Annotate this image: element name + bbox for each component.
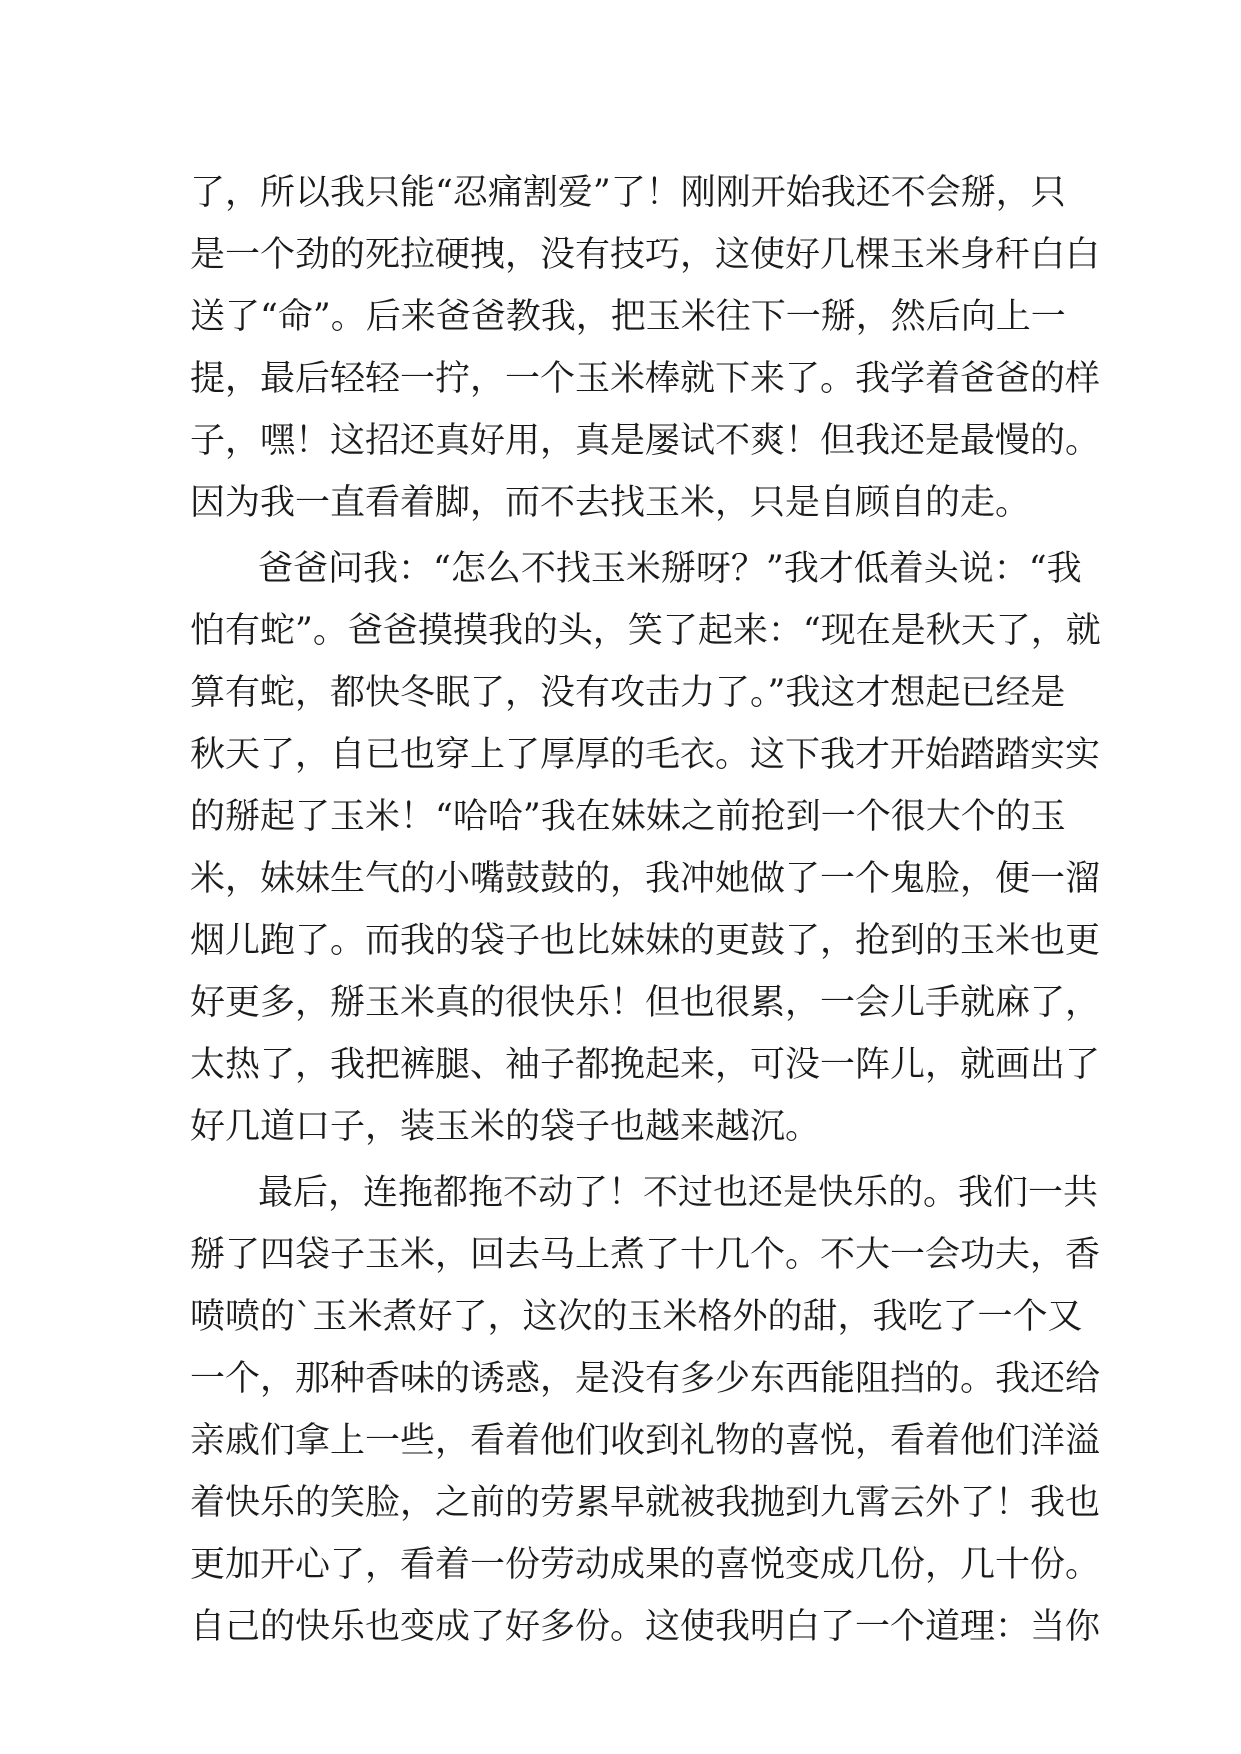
text-line: 了，所以我只能“忍痛割爱”了！刚刚开始我还不会掰，只 [190,173,1066,213]
text-line: 最后，连拖都拖不动了！不过也还是快乐的。我们一共 [258,1173,1099,1213]
text-line: 米，妹妹生气的小嘴鼓鼓的，我冲她做了一个鬼脸，便一溜 [190,859,1101,899]
text-line: 太热了，我把裤腿、袖子都挽起来，可没一阵儿，就画出了 [190,1045,1101,1085]
text-line: 喷喷的`玉米煮好了，这次的玉米格外的甜，我吃了一个又 [190,1297,1083,1337]
text-line: 掰了四袋子玉米，回去马上煮了十几个。不大一会功夫，香 [190,1235,1101,1275]
text-line: 更加开心了，看着一份劳动成果的喜悦变成几份，几十份。 [190,1545,1101,1585]
text-line: 一个，那种香味的诱惑，是没有多少东西能阻挡的。我还给 [190,1359,1101,1399]
text-line: 因为我一直看着脚，而不去找玉米，只是自顾自的走。 [190,483,1031,523]
paragraph-1 [190,162,1101,534]
text-line: 提，最后轻轻一拧，一个玉米棒就下来了。我学着爸爸的样 [190,359,1101,399]
text-line: 的掰起了玉米！“哈哈”我在妹妹之前抢到一个很大个的玉 [190,797,1066,837]
text-line: 送了“命”。后来爸爸教我，把玉米往下一掰，然后向上一 [190,297,1066,337]
text-line: 算有蛇，都快冬眠了，没有攻击力了。”我这才想起已经是 [190,673,1066,713]
text-line: 亲戚们拿上一些，看着他们收到礼物的喜悦，看着他们洋溢 [190,1421,1101,1461]
text-line: 是一个劲的死拉硬拽，没有技巧，这使好几棵玉米身秆白白 [190,235,1101,275]
paragraph-2 [190,538,1101,1158]
text-line: 秋天了，自已也穿上了厚厚的毛衣。这下我才开始踏踏实实 [190,735,1101,775]
paragraph-3 [190,1162,1101,1658]
text-line: 烟儿跑了。而我的袋子也比妹妹的更鼓了，抢到的玉米也更 [190,921,1101,961]
text-line: 着快乐的笑脸，之前的劳累早就被我抛到九霄云外了！我也 [190,1483,1101,1523]
text-line: 好更多，掰玉米真的很快乐！但也很累，一会儿手就麻了， [190,983,1101,1023]
text-line: 子，嘿！这招还真好用，真是屡试不爽！但我还是最慢的。 [190,421,1101,461]
text-line: 自己的快乐也变成了好多份。这使我明白了一个道理：当你 [190,1607,1101,1647]
document-body [190,162,1101,1658]
text-line: 好几道口子，装玉米的袋子也越来越沉。 [190,1107,821,1147]
text-line: 爸爸问我：“怎么不找玉米掰呀？”我才低着头说：“我 [258,549,1082,589]
text-line: 怕有蛇”。爸爸摸摸我的头，笑了起来：“现在是秋天了，就 [190,611,1101,651]
